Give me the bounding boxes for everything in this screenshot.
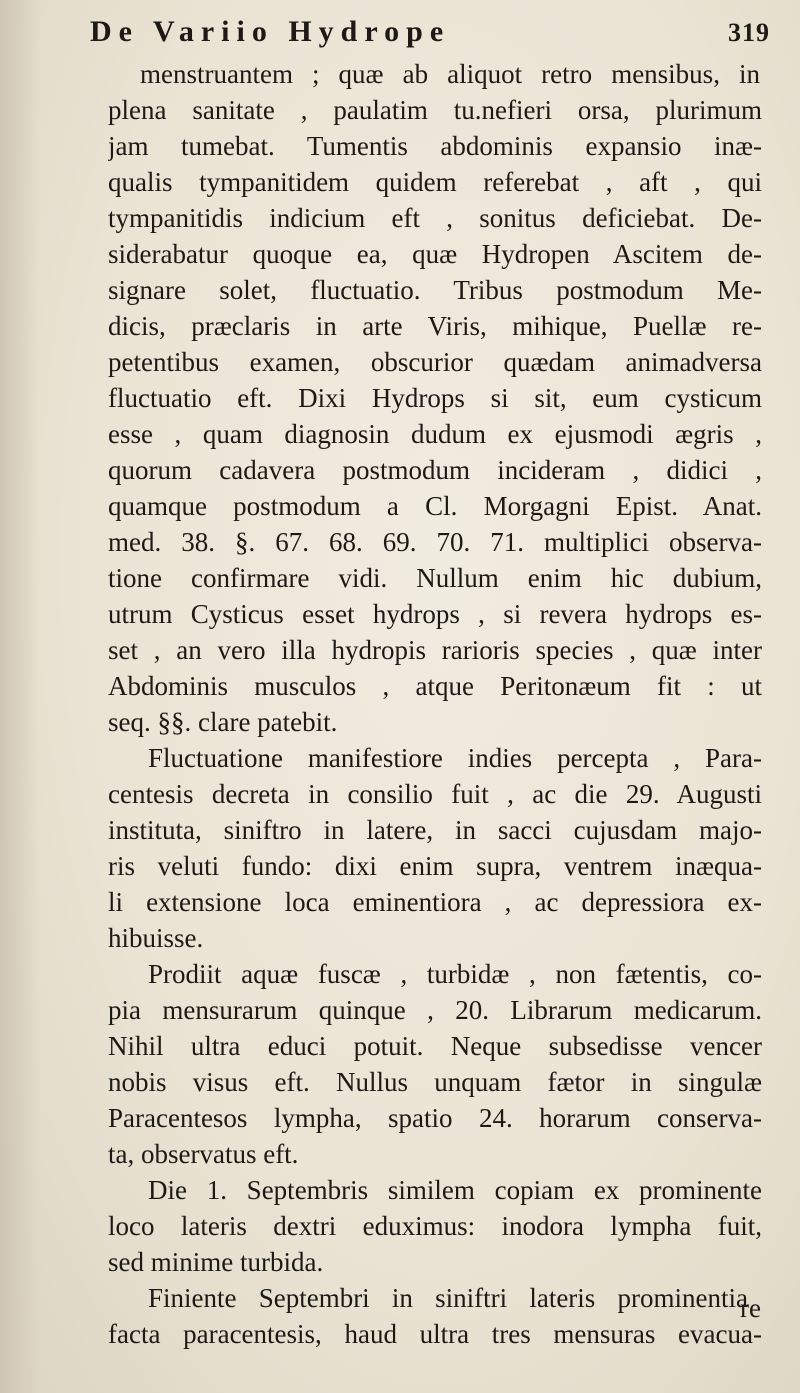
- text-line: Paracentesos lympha, spatio 24. horarum conserva-: [108, 1103, 762, 1133]
- text-line: dicis, præclaris in arte Viris, mihique, Puellæ re-: [108, 311, 762, 341]
- text-line: nobis visus eft. Nullus unquam fætor in singulæ: [108, 1067, 762, 1097]
- text-line: sed minime turbida.: [108, 1247, 324, 1277]
- text-line: menstruantem ; quæ ab aliquot retro mensibus, in: [140, 59, 760, 89]
- text-line: siderabatur quoque ea, quæ Hydropen Ascitem de-: [108, 239, 762, 269]
- text-line: tympanitidis indicium eft , sonitus deficiebat. De-: [108, 203, 762, 233]
- text-line: qualis tympanitidem quidem referebat , aft , qui: [108, 167, 762, 197]
- text-line: jam tumebat. Tumentis abdominis expansio inæ-: [108, 131, 762, 161]
- text-line: Abdominis musculos , atque Peritonæum fit : ut: [108, 671, 762, 701]
- page-number: 319: [728, 18, 770, 47]
- text-line: quorum cadavera postmodum incideram , didici ,: [108, 455, 762, 485]
- text-line: hibuisse.: [108, 923, 204, 953]
- spine-shadow: [0, 0, 40, 1393]
- running-head: [90, 15, 770, 55]
- text-line: Die 1. Septembris similem copiam ex prominente: [148, 1175, 762, 1205]
- text-line: set , an vero illa hydropis rarioris species , quæ inter: [108, 635, 762, 665]
- text-line: seq. §§. clare patebit.: [108, 707, 338, 737]
- text-line: esse , quam diagnosin dudum ex ejusmodi ægris ,: [108, 419, 762, 449]
- text-line: plena sanitate , paulatim tu.nefieri orsa, plurimum: [108, 95, 762, 125]
- text-line: quamque postmodum a Cl. Morgagni Epist. Anat.: [108, 491, 762, 521]
- running-title: De Variio Hydrope: [90, 15, 451, 48]
- text-line: fluctuatio eft. Dixi Hydrops si sit, eum cysticum: [108, 383, 762, 413]
- text-line: med. 38. §. 67. 68. 69. 70. 71. multiplici observa-: [108, 527, 762, 557]
- catchword: re: [740, 1293, 761, 1323]
- text-line: petentibus examen, obscurior quædam animadversa: [108, 347, 762, 377]
- text-line: Finiente Septembri in siniftri lateris prominentia: [148, 1283, 748, 1313]
- text-line: Nihil ultra educi potuit. Neque subsedisse vencer: [108, 1031, 762, 1061]
- text-line: utrum Cysticus esset hydrops , si revera hydrops es-: [108, 599, 762, 629]
- text-line: facta paracentesis, haud ultra tres mensuras evacua-: [108, 1319, 762, 1349]
- text-line: loco lateris dextri eduximus: inodora lympha fuit,: [108, 1211, 762, 1241]
- text-line: ris veluti fundo: dixi enim supra, ventrem inæqua-: [108, 851, 762, 881]
- text-line: tione confirmare vidi. Nullum enim hic dubium,: [108, 563, 762, 593]
- text-line: pia mensurarum quinque , 20. Librarum medicarum.: [108, 995, 762, 1025]
- text-line: Prodiit aquæ fuscæ , turbidæ , non fætentis, co-: [148, 959, 762, 989]
- text-line: instituta, siniftro in latere, in sacci cujusdam majo-: [108, 815, 762, 845]
- text-line: ta, observatus eft.: [108, 1139, 299, 1169]
- text-line: centesis decreta in consilio fuit , ac die 29. Augusti: [108, 779, 762, 809]
- text-line: signare solet, fluctuatio. Tribus postmodum Me-: [108, 275, 762, 305]
- text-line: li extensione loca eminentiora , ac depressiora ex-: [108, 887, 762, 917]
- text-line: Fluctuatione manifestiore indies percepta , Para-: [148, 743, 762, 773]
